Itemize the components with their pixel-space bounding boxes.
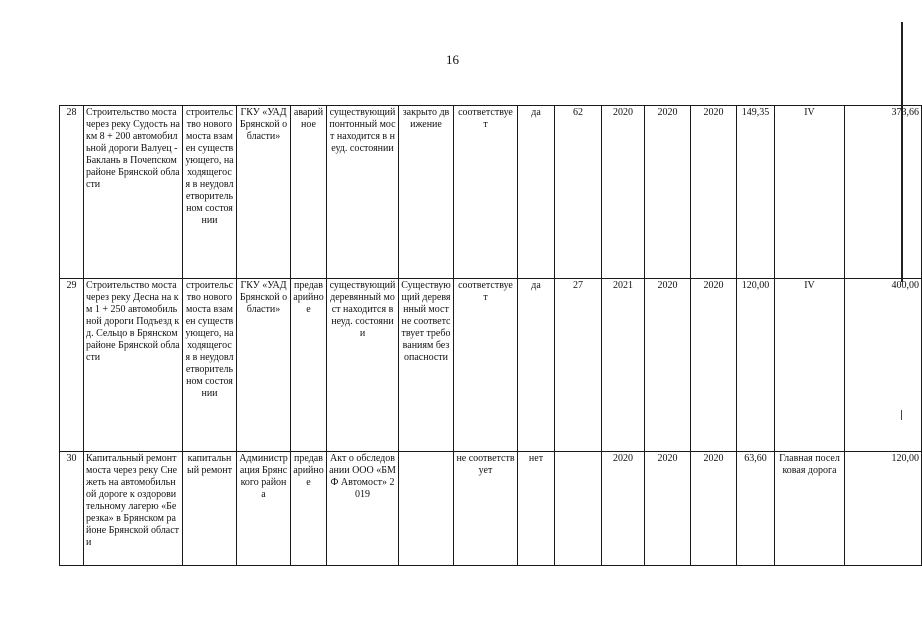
year-2: 2020 <box>645 452 691 566</box>
year-3: 2020 <box>691 106 737 279</box>
year-2: 2020 <box>645 279 691 452</box>
value: 149,35 <box>737 106 775 279</box>
owner: ГКУ «УАД Брянской области» <box>237 106 291 279</box>
year-3: 2020 <box>691 279 737 452</box>
value: 120,00 <box>737 279 775 452</box>
year-2: 2020 <box>645 106 691 279</box>
year-1: 2021 <box>602 279 645 452</box>
row-number: 28 <box>60 106 84 279</box>
condition-status: предаварийное <box>291 279 327 452</box>
page-number: 16 <box>446 52 459 67</box>
cost: 120,00 <box>845 452 922 566</box>
table-row <box>60 279 922 452</box>
condition-status: предаварийное <box>291 452 327 566</box>
justification: Акт о обследовании ООО «БМФ Автомост» 2019 <box>327 452 399 566</box>
work-type: строительство нового моста взамен существующего, находящегося в неудовлетворительном состоянии <box>183 106 237 279</box>
flag: нет <box>518 452 555 566</box>
length: 62 <box>555 106 602 279</box>
flag: да <box>518 106 555 279</box>
traffic-restriction: закрыто движение <box>399 106 454 279</box>
object-name: Строительство моста через реку Судость на км 8 + 200 автомобильной дороги Валуец - Баклань в Почепском районе Брянской области <box>84 106 183 279</box>
work-type: строительство нового моста взамен существующего, находящегося в неудовлетворительном состоянии <box>183 279 237 452</box>
cost: 373,66 <box>845 106 922 279</box>
table-row <box>60 106 922 279</box>
length: 27 <box>555 279 602 452</box>
bridge-projects-table <box>59 105 922 566</box>
year-1: 2020 <box>602 106 645 279</box>
traffic-restriction <box>399 452 454 566</box>
category: IV <box>775 106 845 279</box>
year-3: 2020 <box>691 452 737 566</box>
justification: существующий понтонный мост находится в неуд. состоянии <box>327 106 399 279</box>
object-name: Строительство моста через реку Десна на км 1 + 250 автомобильной дороги Подъезд к д. Сельцо в Брянском районе Брянской области <box>84 279 183 452</box>
owner: Администрация Брянского района <box>237 452 291 566</box>
length <box>555 452 602 566</box>
cost: 400,00 <box>845 279 922 452</box>
work-type: капитальный ремонт <box>183 452 237 566</box>
compliance: соответствует <box>454 106 518 279</box>
row-number: 29 <box>60 279 84 452</box>
owner: ГКУ «УАД Брянской области» <box>237 279 291 452</box>
category: IV <box>775 279 845 452</box>
row-number: 30 <box>60 452 84 566</box>
traffic-restriction: Существующий деревянный мост не соответствует требованиям безопасности <box>399 279 454 452</box>
flag: да <box>518 279 555 452</box>
value: 63,60 <box>737 452 775 566</box>
object-name: Капитальный ремонт моста через реку Снежеть на автомобильной дороге к оздоровительному лагерю «Березка» в Брянском районе Брянской области <box>84 452 183 566</box>
table-row <box>60 452 922 566</box>
condition-status: аварийное <box>291 106 327 279</box>
compliance: соответствует <box>454 279 518 452</box>
justification: существующий деревянный мост находится в неуд. состоянии <box>327 279 399 452</box>
year-1: 2020 <box>602 452 645 566</box>
compliance: не соответствует <box>454 452 518 566</box>
category: Главная поселковая дорога <box>775 452 845 566</box>
